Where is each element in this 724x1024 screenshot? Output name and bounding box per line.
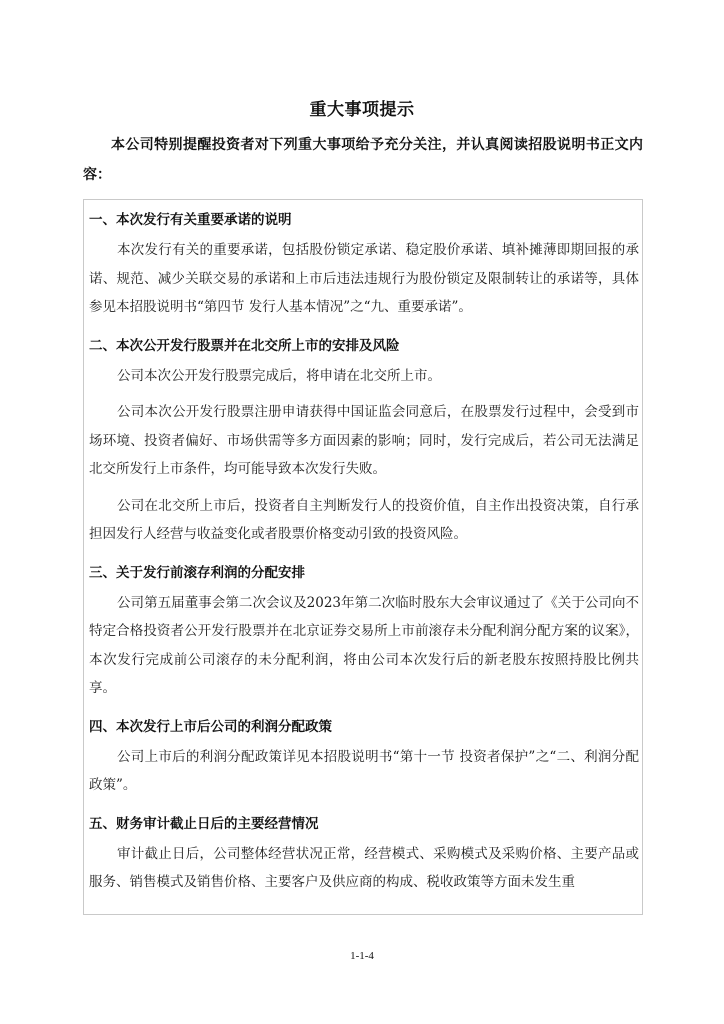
- section-1: [89, 204, 639, 322]
- highlight-box: [83, 199, 643, 915]
- section-paragraph: 审计截止日后，公司整体经营状况正常，经营模式、采购模式及采购价格、主要产品或服务、销售模式及销售价格、主要客户及供应商的构成、税收政策等方面未发生重: [89, 845, 639, 890]
- section-paragraph: 本次发行有关的重要承诺，包括股份锁定承诺、稳定股价承诺、填补摊薄即期回报的承诺、规范、减少关联交易的承诺和上市后违法违规行为股份锁定及限制转让的承诺等，具体参见本招股说明书“第四节 发行人基本情况”之“九、重要承诺”。: [89, 242, 639, 315]
- section-heading: 五、财务审计截止日后的主要经营情况: [89, 815, 319, 832]
- section-paragraph: 公司本次公开发行股票完成后，将申请在北交所上市。: [117, 367, 441, 384]
- section-2: [89, 330, 639, 549]
- section-heading: 四、本次发行上市后公司的利润分配政策: [89, 718, 332, 735]
- intro-paragraph: 本公司特别提醒投资者对下列重大事项给予充分关注，并认真阅读招股说明书正文内容：: [83, 137, 643, 183]
- page-title: 重大事项提示: [309, 100, 415, 120]
- section-paragraph: 公司本次公开发行股票注册申请获得中国证监会同意后，在股票发行过程中，会受到市场环境、投资者偏好、市场供需等多方面因素的影响；同时，发行完成后，若公司无法满足北交所发行上市条件，均可能导致本次发行失败。: [89, 404, 639, 477]
- section-heading: 二、本次公开发行股票并在北交所上市的安排及风险: [89, 337, 400, 354]
- section-paragraph: 公司在北交所上市后，投资者自主判断发行人的投资价值，自主作出投资决策，自行承担因发行人经营与收益变化或者股票价格变动引致的投资风险。: [89, 497, 639, 542]
- section-heading: 一、本次发行有关重要承诺的说明: [89, 212, 292, 228]
- section-paragraph: 公司第五届董事会第二次会议及2023年第二次临时股东大会审议通过了《关于公司向不特定合格投资者公开发行股票并在北京证券交易所上市前滚存未分配利润分配方案的议案》，本次发行完成前公司滚存的未分配利润，将由公司本次发行后的新老股东按照持股比例共享。: [89, 594, 639, 696]
- section-4: [89, 711, 639, 800]
- section-heading: 三、关于发行前滚存利润的分配安排: [89, 564, 305, 581]
- page-number: 1-1-4: [350, 950, 374, 962]
- section-3: [89, 557, 639, 703]
- section-paragraph: 公司上市后的利润分配政策详见本招股说明书“第十一节 投资者保护”之“二、利润分配政策”。: [89, 748, 639, 793]
- section-5: [89, 808, 639, 897]
